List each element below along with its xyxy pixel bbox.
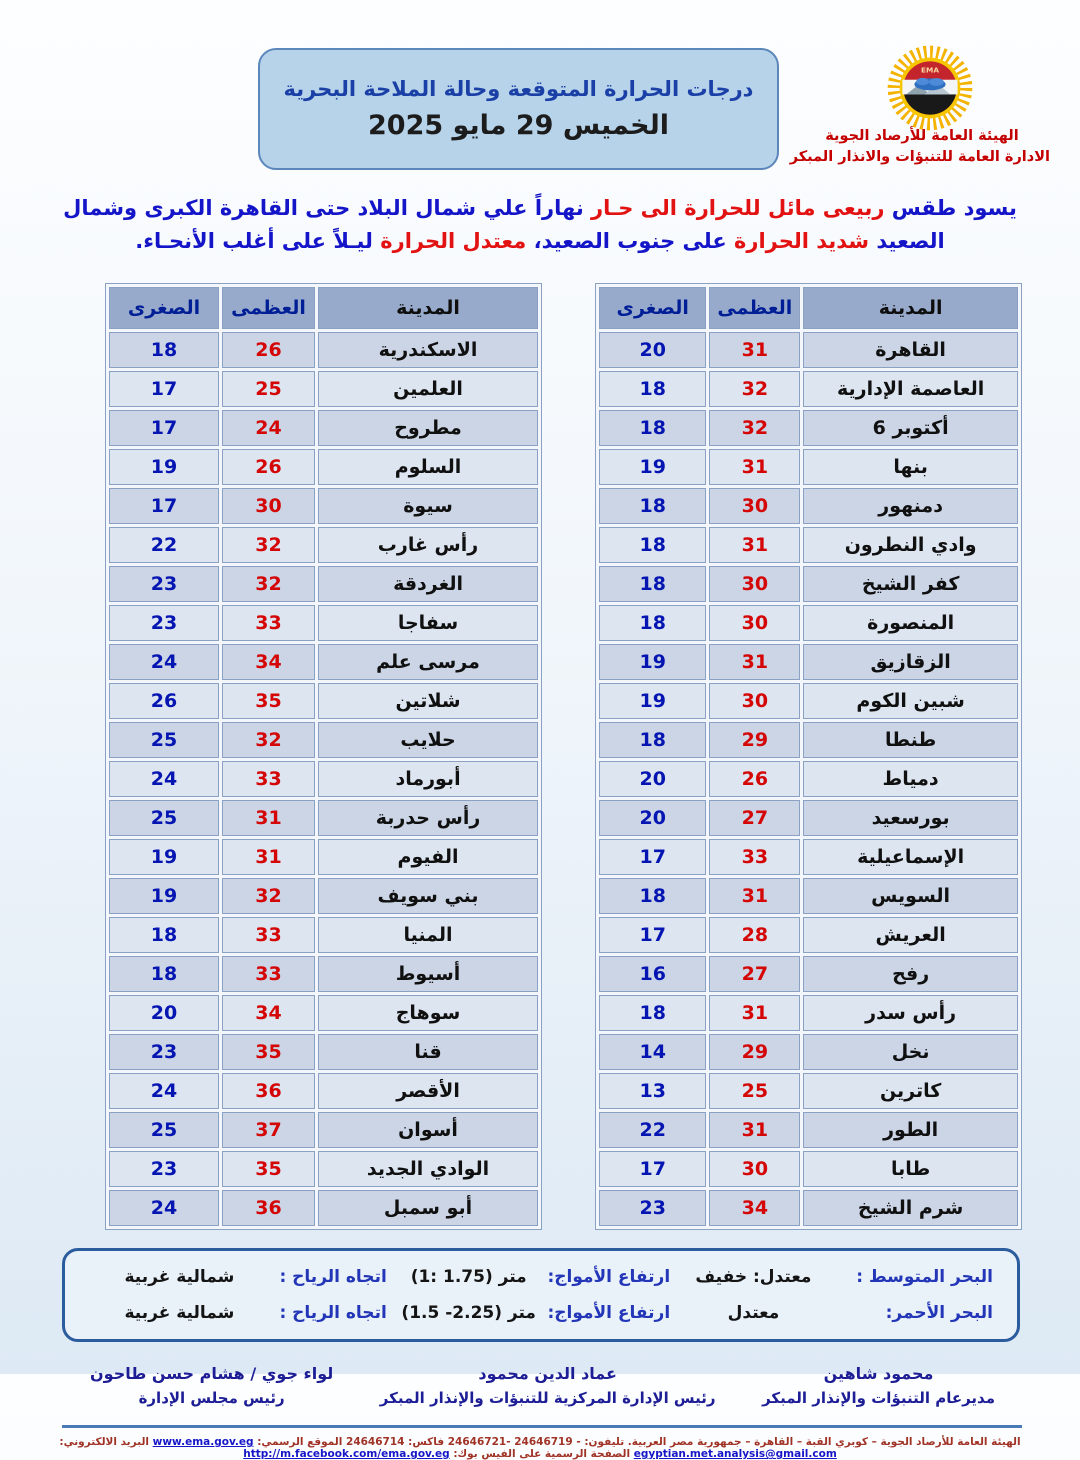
city-cell: أسيوط (318, 956, 538, 992)
footer-address: الهيئة العامة للأرصاد الجوية – كوبري القبة – القاهرة – جمهورية مصر العربية. تليفون: - 24646719 -24646721 فاكس: 24646714 الموقع الرسمي: (257, 1436, 1021, 1449)
table-row (109, 332, 538, 368)
footer-facebook-label: الصفحة الرسمية على الفيس بوك: (453, 1448, 631, 1460)
table-row (109, 800, 538, 836)
city-cell: الزقازيق (803, 644, 1018, 680)
ema-sun-logo-icon (884, 42, 976, 134)
summary-segment: يسود طقس (884, 196, 1017, 220)
max-temp-cell: 32 (709, 371, 800, 407)
table-row (109, 917, 538, 953)
max-temp-cell: 33 (709, 839, 800, 875)
min-temp-cell: 19 (599, 683, 706, 719)
table-row (599, 878, 1018, 914)
city-cell: الفيوم (318, 839, 538, 875)
min-temp-cell: 19 (109, 878, 219, 914)
wind-direction-value: شمالية غربية (124, 1267, 235, 1288)
table-row (109, 566, 538, 602)
max-temp-cell: 33 (222, 956, 315, 992)
city-cell: أسوان (318, 1112, 538, 1148)
min-temp-cell: 19 (109, 449, 219, 485)
min-temp-cell: 23 (109, 605, 219, 641)
summary-segment: شديد الحرارة (726, 228, 870, 253)
min-temp-cell: 18 (599, 605, 706, 641)
table-row (109, 410, 538, 446)
table-row (599, 917, 1018, 953)
city-cell: شرم الشيخ (803, 1190, 1018, 1226)
col-header-max: العظمى (709, 287, 800, 329)
bulletin-title: درجات الحرارة المتوقعة وحالة الملاحة البحرية (283, 77, 754, 101)
city-cell: العريش (803, 917, 1018, 953)
city-cell: طابا (803, 1151, 1018, 1187)
table-row (599, 839, 1018, 875)
table-row (599, 527, 1018, 563)
min-temp-cell: 18 (109, 956, 219, 992)
table-row (599, 605, 1018, 641)
min-temp-cell: 17 (599, 1151, 706, 1187)
max-temp-cell: 30 (709, 566, 800, 602)
table-row (599, 722, 1018, 758)
facebook-link[interactable]: http://m.facebook.com/ema.gov.eg (243, 1448, 450, 1460)
city-cell: العلمين (318, 371, 538, 407)
max-temp-cell: 31 (709, 527, 800, 563)
min-temp-cell: 24 (109, 1073, 219, 1109)
max-temp-cell: 25 (709, 1073, 800, 1109)
table-row (599, 1112, 1018, 1148)
org-line1: الهيئة العامة للأرصاد الجوية (825, 128, 1019, 144)
table-header-row (599, 287, 1018, 329)
city-cell: رأس سدر (803, 995, 1018, 1031)
marine-row (89, 1303, 993, 1323)
table-row (599, 410, 1018, 446)
table-row (599, 1151, 1018, 1187)
temps-table-east (595, 283, 1022, 1230)
min-temp-cell: 23 (109, 1034, 219, 1070)
signature-name: محمود شاهين (823, 1364, 934, 1384)
table-row (109, 839, 538, 875)
signature-name: لواء جوي / هشام حسن طاحون (90, 1364, 334, 1384)
city-cell: سيوة (318, 488, 538, 524)
max-temp-cell: 30 (709, 683, 800, 719)
signature-title: رئيس مجلس الإدارة (138, 1388, 285, 1407)
city-cell: شبين الكوم (803, 683, 1018, 719)
wind-direction-value: شمالية غربية (124, 1303, 235, 1324)
table-row (109, 527, 538, 563)
organization-name (789, 126, 1050, 168)
min-temp-cell: 17 (109, 488, 219, 524)
max-temp-cell: 27 (709, 956, 800, 992)
signature-block (90, 1362, 333, 1410)
table-row (599, 683, 1018, 719)
table-row (109, 1034, 538, 1070)
max-temp-cell: 30 (709, 488, 800, 524)
max-temp-cell: 32 (222, 527, 315, 563)
city-cell: الإسماعيلية (803, 839, 1018, 875)
min-temp-cell: 18 (599, 878, 706, 914)
signature-block (762, 1362, 995, 1410)
max-temp-cell: 31 (709, 878, 800, 914)
max-temp-cell: 31 (709, 644, 800, 680)
sea-state-value: معتدل (727, 1303, 780, 1324)
min-temp-cell: 23 (109, 566, 219, 602)
max-temp-cell: 31 (222, 800, 315, 836)
min-temp-cell: 17 (599, 917, 706, 953)
city-cell: مطروح (318, 410, 538, 446)
city-cell: العاصمة الإدارية (803, 371, 1018, 407)
max-temp-cell: 26 (222, 332, 315, 368)
table-row (109, 644, 538, 680)
min-temp-cell: 18 (109, 917, 219, 953)
max-temp-cell: 35 (222, 1034, 315, 1070)
max-temp-cell: 27 (709, 800, 800, 836)
city-cell: مرسى علم (318, 644, 538, 680)
min-temp-cell: 25 (109, 722, 219, 758)
footer (0, 1436, 1080, 1460)
wind-direction-label: اتجاه الرياح : (279, 1267, 387, 1288)
city-cell: أكتوبر 6 (803, 410, 1018, 446)
max-temp-cell: 25 (222, 371, 315, 407)
signatures (0, 1342, 1080, 1410)
col-header-city: المدينة (318, 287, 538, 329)
city-cell: الاسكندرية (318, 332, 538, 368)
max-temp-cell: 36 (222, 1073, 315, 1109)
temps-table-west (105, 283, 542, 1230)
table-row (599, 956, 1018, 992)
sea-label: البحر الأحمر: (885, 1303, 993, 1324)
max-temp-cell: 26 (709, 761, 800, 797)
max-temp-cell: 26 (222, 449, 315, 485)
max-temp-cell: 35 (222, 683, 315, 719)
max-temp-cell: 36 (222, 1190, 315, 1226)
city-cell: نخل (803, 1034, 1018, 1070)
max-temp-cell: 32 (222, 878, 315, 914)
max-temp-cell: 32 (222, 722, 315, 758)
max-temp-cell: 28 (709, 917, 800, 953)
table-row (109, 683, 538, 719)
wave-height-label: ارتفاع الأمواج: (547, 1267, 671, 1288)
min-temp-cell: 26 (109, 683, 219, 719)
max-temp-cell: 34 (709, 1190, 800, 1226)
min-temp-cell: 20 (599, 332, 706, 368)
table-row (109, 1073, 538, 1109)
city-cell: قنا (318, 1034, 538, 1070)
city-cell: سفاجا (318, 605, 538, 641)
city-cell: طنطا (803, 722, 1018, 758)
signature-title: مديرعام التنبؤات والإنذار المبكر (762, 1388, 995, 1407)
weather-summary (40, 192, 1040, 257)
max-temp-cell: 24 (222, 410, 315, 446)
signature-title: رئيس الإدارة المركزية للتنبؤات والإنذار المبكر (379, 1388, 716, 1407)
min-temp-cell: 23 (599, 1190, 706, 1226)
table-header-row (109, 287, 538, 329)
max-temp-cell: 31 (709, 995, 800, 1031)
summary-segment: ليـلاً على أغلب الأنحـاء. (135, 228, 373, 253)
max-temp-cell: 30 (709, 605, 800, 641)
max-temp-cell: 31 (709, 449, 800, 485)
table-row (599, 371, 1018, 407)
table-row (599, 1034, 1018, 1070)
min-temp-cell: 20 (599, 800, 706, 836)
min-temp-cell: 24 (109, 761, 219, 797)
city-cell: الوادي الجديد (318, 1151, 538, 1187)
table-row (599, 644, 1018, 680)
city-cell: كفر الشيخ (803, 566, 1018, 602)
min-temp-cell: 18 (599, 566, 706, 602)
logo-text: EMA (920, 65, 940, 75)
table-row (109, 449, 538, 485)
title-box (258, 48, 779, 170)
min-temp-cell: 25 (109, 1112, 219, 1148)
min-temp-cell: 18 (109, 332, 219, 368)
min-temp-cell: 18 (599, 410, 706, 446)
summary-segment: معتدل الحرارة (372, 228, 527, 253)
city-cell: أبو سمبل (318, 1190, 538, 1226)
city-cell: بورسعيد (803, 800, 1018, 836)
city-cell: وادي النطرون (803, 527, 1018, 563)
city-cell: رأس حدربة (318, 800, 538, 836)
min-temp-cell: 24 (109, 644, 219, 680)
org-line2: الادارة العامة للتنبؤات والانذار المبكر (789, 149, 1050, 166)
city-cell: السويس (803, 878, 1018, 914)
min-temp-cell: 20 (109, 995, 219, 1031)
min-temp-cell: 19 (599, 449, 706, 485)
city-cell: الأقصر (318, 1073, 538, 1109)
table-row (109, 1151, 538, 1187)
min-temp-cell: 18 (599, 371, 706, 407)
max-temp-cell: 33 (222, 605, 315, 641)
max-temp-cell: 30 (222, 488, 315, 524)
email-link[interactable]: egyptian.met.analysis@gmail.com (633, 1448, 837, 1460)
table-row (599, 488, 1018, 524)
city-cell: المنصورة (803, 605, 1018, 641)
min-temp-cell: 20 (599, 761, 706, 797)
max-temp-cell: 31 (222, 839, 315, 875)
bulletin-date: الخميس 29 مايو 2025 (368, 110, 670, 141)
min-temp-cell: 24 (109, 1190, 219, 1226)
city-cell: رأس غارب (318, 527, 538, 563)
min-temp-cell: 19 (599, 644, 706, 680)
table-row (109, 761, 538, 797)
min-temp-cell: 19 (109, 839, 219, 875)
table-row (599, 449, 1018, 485)
col-header-max: العظمى (222, 287, 315, 329)
city-cell: حلايب (318, 722, 538, 758)
table-row (109, 956, 538, 992)
table-row (109, 605, 538, 641)
city-cell: الطور (803, 1112, 1018, 1148)
table-row (599, 761, 1018, 797)
max-temp-cell: 34 (222, 644, 315, 680)
wind-direction-label: اتجاه الرياح : (279, 1303, 387, 1324)
marine-row (89, 1267, 993, 1287)
max-temp-cell: 29 (709, 1034, 800, 1070)
max-temp-cell: 33 (222, 917, 315, 953)
city-cell: السلوم (318, 449, 538, 485)
table-row (109, 878, 538, 914)
table-row (109, 995, 538, 1031)
min-temp-cell: 25 (109, 800, 219, 836)
table-row (599, 1073, 1018, 1109)
city-cell: دمياط (803, 761, 1018, 797)
footer-email-label: البريد الالكتروني: (59, 1436, 149, 1449)
city-cell: المنيا (318, 917, 538, 953)
city-cell: سوهاج (318, 995, 538, 1031)
max-temp-cell: 37 (222, 1112, 315, 1148)
wave-height-label: ارتفاع الأمواج: (547, 1303, 671, 1324)
min-temp-cell: 17 (109, 371, 219, 407)
col-header-min: الصغرى (599, 287, 706, 329)
divider (62, 1425, 1022, 1428)
city-cell: رفح (803, 956, 1018, 992)
min-temp-cell: 18 (599, 527, 706, 563)
table-row (599, 995, 1018, 1031)
table-row (599, 1190, 1018, 1226)
max-temp-cell: 33 (222, 761, 315, 797)
max-temp-cell: 35 (222, 1151, 315, 1187)
max-temp-cell: 32 (222, 566, 315, 602)
header (0, 0, 1080, 176)
table-row (599, 566, 1018, 602)
city-cell: الغردقة (318, 566, 538, 602)
max-temp-cell: 31 (709, 332, 800, 368)
min-temp-cell: 17 (599, 839, 706, 875)
max-temp-cell: 32 (709, 410, 800, 446)
city-cell: بنها (803, 449, 1018, 485)
max-temp-cell: 30 (709, 1151, 800, 1187)
marine-panel (62, 1248, 1020, 1342)
max-temp-cell: 29 (709, 722, 800, 758)
city-cell: أبورماد (318, 761, 538, 797)
signature-block (380, 1362, 716, 1410)
min-temp-cell: 22 (599, 1112, 706, 1148)
temperature-tables (0, 257, 1080, 1230)
min-temp-cell: 16 (599, 956, 706, 992)
city-cell: بني سويف (318, 878, 538, 914)
table-row (109, 1112, 538, 1148)
city-cell: شلاتين (318, 683, 538, 719)
min-temp-cell: 14 (599, 1034, 706, 1070)
table-row (109, 371, 538, 407)
table-row (109, 488, 538, 524)
summary-segment: نهاراً علي شمال البلاد حتى القاهرة الكبرى وشمال الصعيد (63, 196, 945, 253)
summary-segment: على جنوب الصعيد، (526, 228, 727, 253)
min-temp-cell: 17 (109, 410, 219, 446)
min-temp-cell: 13 (599, 1073, 706, 1109)
table-row (599, 332, 1018, 368)
max-temp-cell: 34 (222, 995, 315, 1031)
table-row (109, 1190, 538, 1226)
city-cell: القاهرة (803, 332, 1018, 368)
max-temp-cell: 31 (709, 1112, 800, 1148)
wave-height-value: (1: 1.75) متر (410, 1267, 527, 1288)
wave-height-value: (1.5 -2.25) متر (401, 1303, 536, 1324)
website-link[interactable]: www.ema.gov.eg (152, 1436, 254, 1449)
summary-segment: ربيعى مائل للحرارة الى حـار (583, 196, 885, 220)
signature-name: عماد الدين محمود (478, 1364, 617, 1384)
min-temp-cell: 23 (109, 1151, 219, 1187)
col-header-min: الصغرى (109, 287, 219, 329)
sea-state-value: معتدل: خفيف (695, 1267, 812, 1288)
min-temp-cell: 18 (599, 995, 706, 1031)
table-row (109, 722, 538, 758)
min-temp-cell: 22 (109, 527, 219, 563)
city-cell: دمنهور (803, 488, 1018, 524)
table-row (599, 800, 1018, 836)
col-header-city: المدينة (803, 287, 1018, 329)
min-temp-cell: 18 (599, 722, 706, 758)
min-temp-cell: 18 (599, 488, 706, 524)
sea-label: البحر المتوسط : (856, 1267, 993, 1288)
city-cell: كاترين (803, 1073, 1018, 1109)
